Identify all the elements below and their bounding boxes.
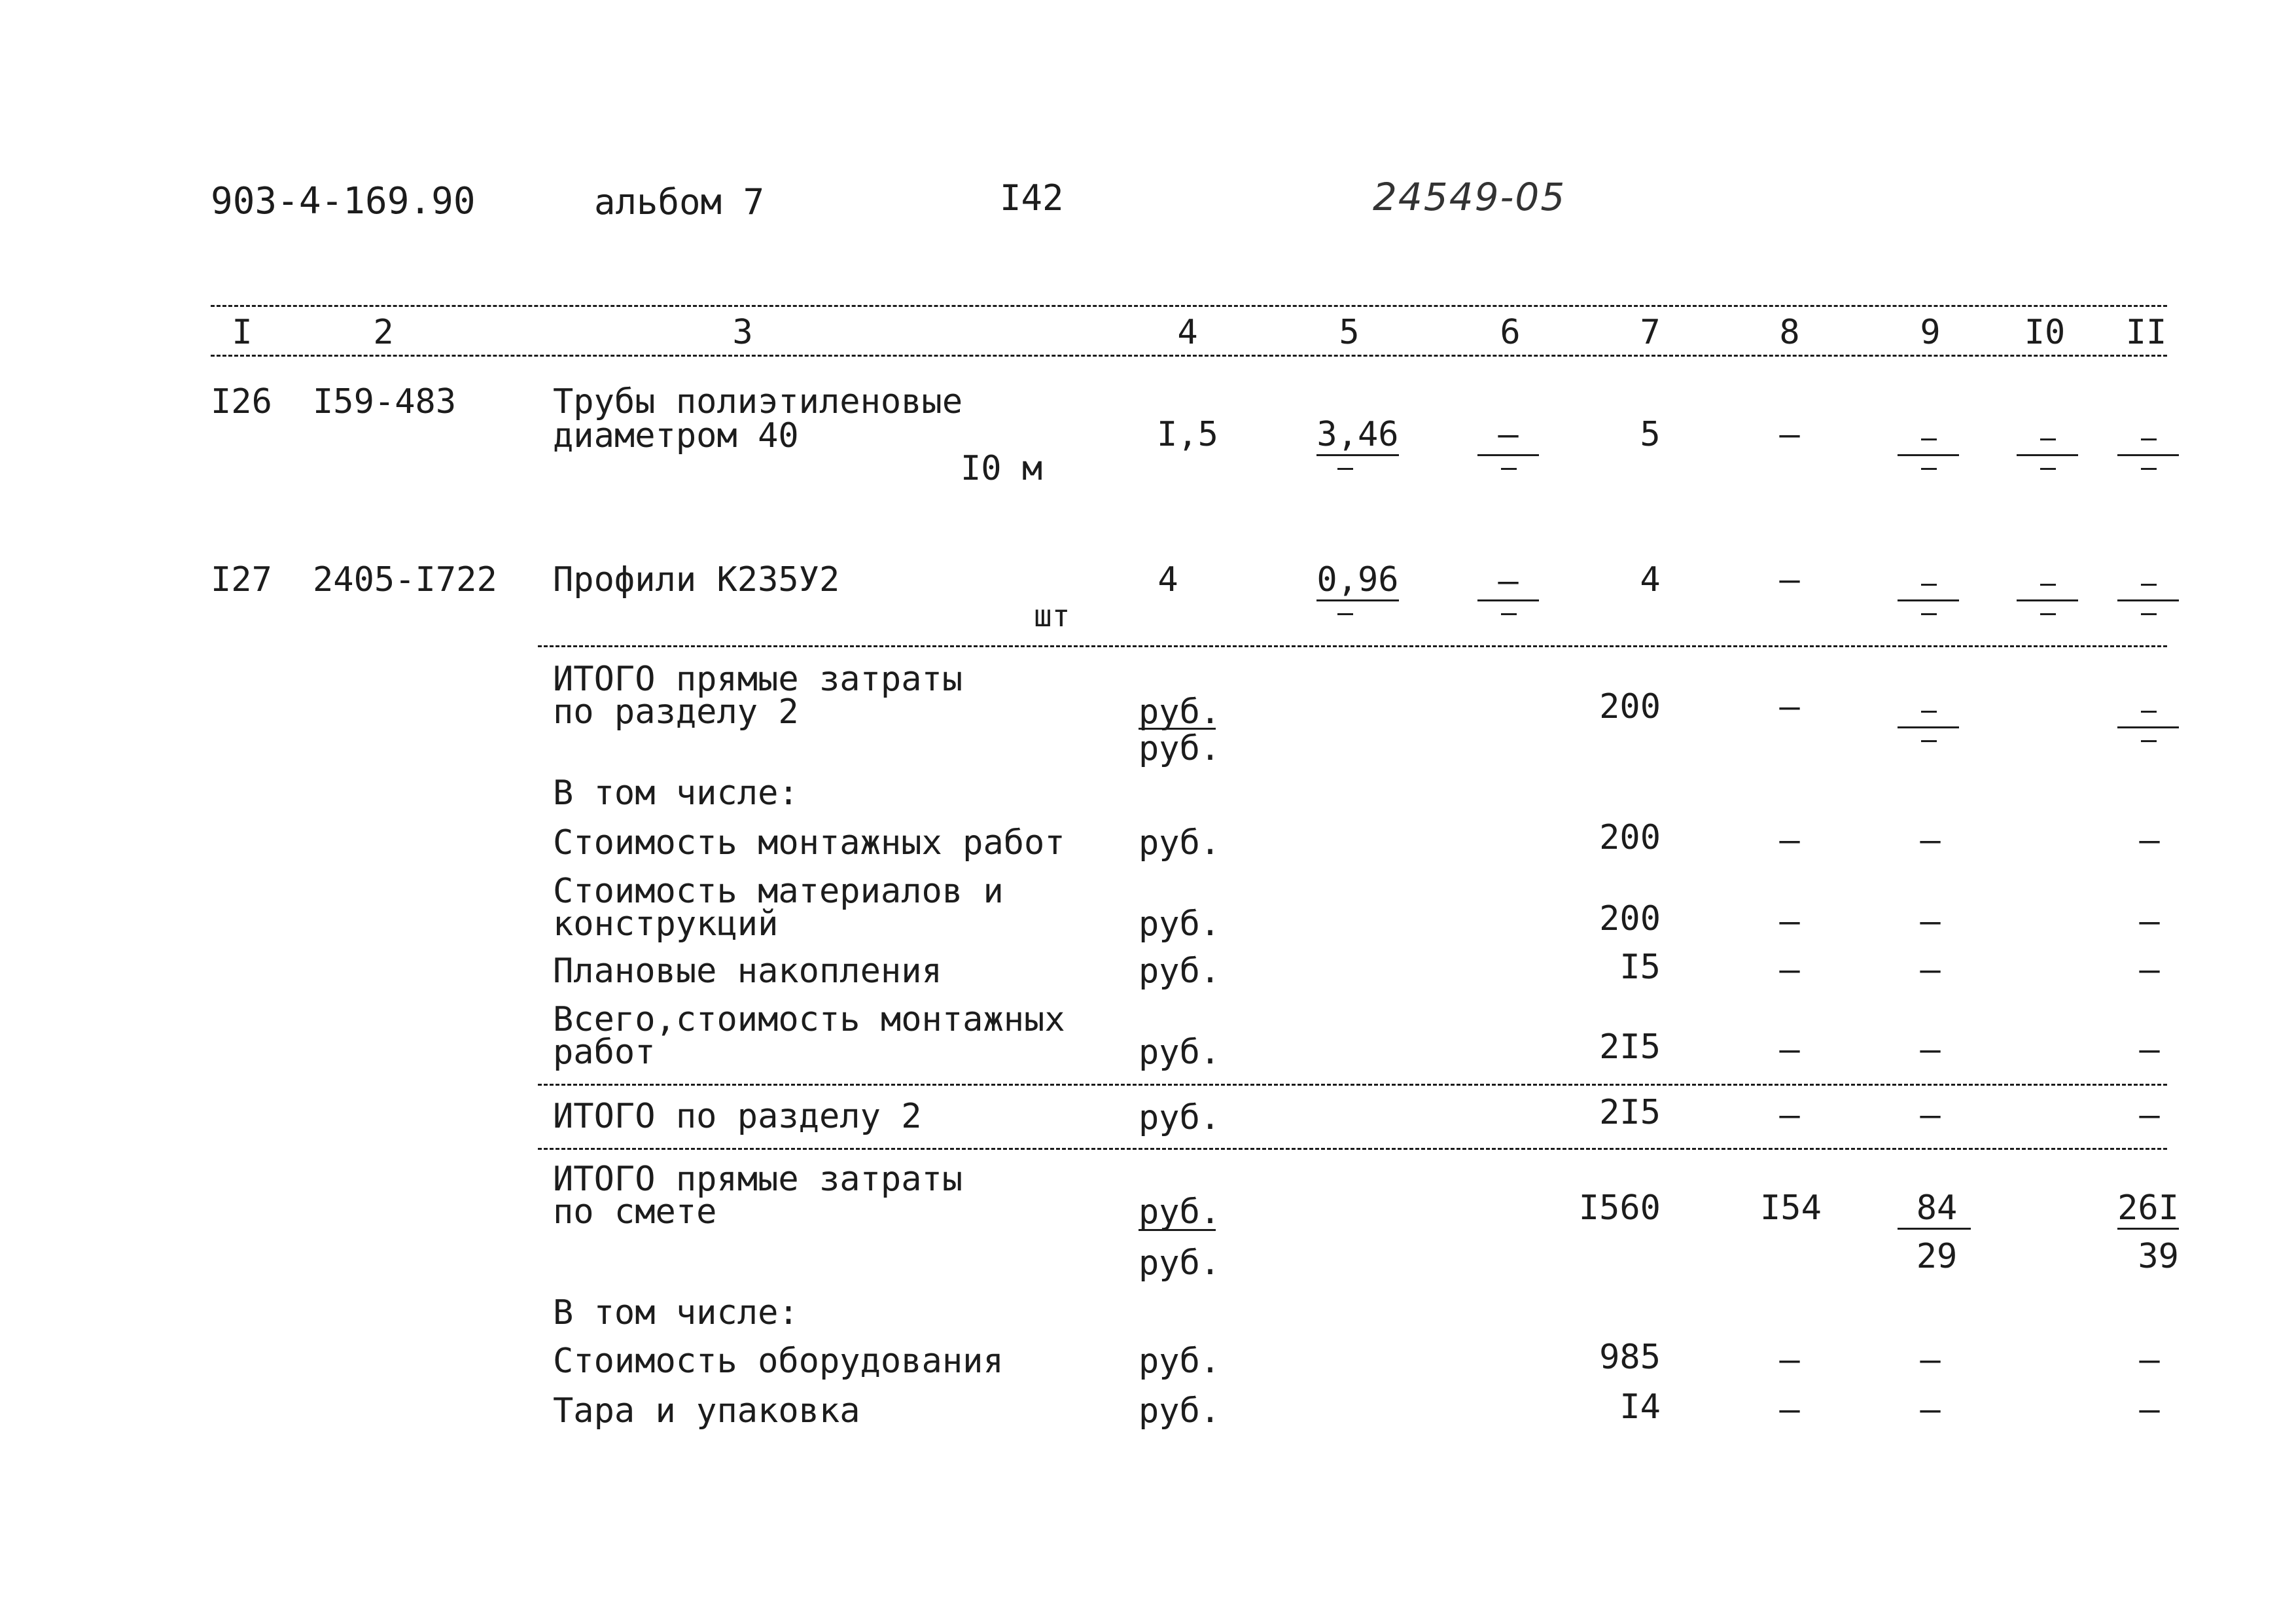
- summary-col9-value: –: [1920, 821, 1941, 860]
- summary-col8-value: –: [1779, 1340, 1800, 1380]
- col11-empty-denominator: [2141, 613, 2157, 615]
- summary-col9-denominator: 29: [1916, 1237, 1958, 1276]
- summary-unit: руб.: [1139, 1342, 1221, 1381]
- row-code: 2405-I722: [313, 560, 497, 599]
- col10-empty-denominator: [2040, 613, 2056, 615]
- row-quantity: 4: [1157, 560, 1178, 599]
- summary-col7-value: 2I5: [1599, 1027, 1661, 1067]
- col11-fraction-bar: [2117, 1228, 2179, 1230]
- summary-col9-numerator: 84: [1916, 1188, 1958, 1228]
- header-top-rule: [211, 305, 2167, 307]
- summary-unit: руб.: [1139, 1098, 1221, 1137]
- col6-fraction-bar: [1477, 454, 1539, 456]
- summary-col7-value: I5: [1619, 948, 1661, 987]
- col6-empty-denominator: [1501, 613, 1517, 615]
- summary-col7-value: I560: [1578, 1188, 1661, 1228]
- summary-label: Плановые накопления: [553, 952, 942, 991]
- summary-label: Стоимость монтажных работ: [553, 823, 1065, 863]
- summary-col11-value: –: [2139, 1340, 2160, 1380]
- col10-empty-numerator: [2040, 438, 2056, 440]
- summary-unit: руб.: [1139, 1033, 1221, 1072]
- section-divider: [538, 1084, 2167, 1086]
- summary-col9-value: –: [1920, 1340, 1941, 1380]
- summary-col7-value: I4: [1619, 1387, 1661, 1427]
- row-unit: шт: [1034, 598, 1070, 633]
- col-header-3: 3: [732, 313, 753, 352]
- summary-label: ИТОГО по разделу 2: [553, 1097, 922, 1136]
- col11-empty-denominator: [2141, 740, 2157, 742]
- summary-col11-value: –: [2139, 1030, 2160, 1069]
- summary-col8-value: –: [1779, 1096, 1800, 1135]
- col-header-5: 5: [1339, 313, 1360, 352]
- summary-unit: руб.: [1139, 1391, 1221, 1431]
- summary-col11-value: –: [2139, 950, 2160, 990]
- summary-col8-value: –: [1779, 687, 1800, 726]
- unit-fraction-bar: [1139, 1229, 1216, 1231]
- summary-unit-bottom: руб.: [1139, 729, 1221, 768]
- section-divider: [538, 645, 2167, 647]
- row-col7-value: 5: [1640, 415, 1661, 454]
- col9-empty-numerator: [1921, 584, 1937, 586]
- summary-label-line1: Стоимость материалов и: [553, 872, 1004, 911]
- summary-unit-top: руб.: [1139, 692, 1221, 732]
- row-name-line1: Профили К235У2: [553, 560, 840, 599]
- summary-col9-value: –: [1920, 1096, 1941, 1135]
- col9-empty-denominator: [1921, 468, 1937, 470]
- summary-label-line1: Всего,стоимость монтажных: [553, 1000, 1065, 1039]
- summary-col8-value: I54: [1760, 1188, 1822, 1228]
- col9-empty-numerator: [1921, 438, 1937, 440]
- summary-label: Стоимость оборудования: [553, 1342, 1004, 1381]
- col11-fraction-bar: [2117, 454, 2179, 456]
- handwritten-doc-number: 24549-05: [1373, 175, 1566, 219]
- col-header-1: I: [232, 313, 253, 352]
- col-header-8: 8: [1779, 313, 1800, 352]
- header-bottom-rule: [211, 355, 2167, 357]
- col11-empty-numerator: [2141, 711, 2157, 713]
- summary-col8-value: –: [1779, 821, 1800, 860]
- summary-col9-value: –: [1920, 1030, 1941, 1069]
- col11-empty-numerator: [2141, 438, 2157, 440]
- summary-col8-value: –: [1779, 950, 1800, 990]
- summary-col7-value: 200: [1599, 818, 1661, 857]
- col10-empty-numerator: [2040, 584, 2056, 586]
- summary-unit: руб.: [1139, 823, 1221, 863]
- summary-col11-value: –: [2139, 1096, 2160, 1135]
- price-fraction-bar: [1316, 454, 1399, 456]
- summary-col11-denominator: 39: [2138, 1237, 2179, 1276]
- summary-col8-value: –: [1779, 902, 1800, 941]
- price-fraction-bar: [1316, 599, 1399, 601]
- row-unit: I0 м: [961, 449, 1043, 488]
- summary-label-line2: по разделу 2: [553, 692, 799, 732]
- col9-fraction-bar: [1898, 1228, 1971, 1230]
- summary-label-line1: ИТОГО прямые затраты: [553, 660, 963, 699]
- col-header-10: I0: [2024, 313, 2066, 352]
- summary-unit: руб.: [1139, 952, 1221, 991]
- summary-label: Тара и упаковка: [553, 1391, 860, 1431]
- col-header-9: 9: [1920, 313, 1941, 352]
- col6-empty-denominator: [1501, 468, 1517, 470]
- col10-fraction-bar: [2017, 454, 2078, 456]
- summary-col7-value: 200: [1599, 687, 1661, 726]
- col10-fraction-bar: [2017, 599, 2078, 601]
- row-col8-value: –: [1779, 415, 1800, 454]
- row-col6-value: –: [1498, 562, 1519, 601]
- summary-col8-value: –: [1779, 1030, 1800, 1069]
- summary-col11-numerator: 26I: [2117, 1188, 2179, 1228]
- summary-col7-value: 200: [1599, 899, 1661, 938]
- col11-empty-numerator: [2141, 584, 2157, 586]
- row-code: I59-483: [313, 382, 457, 421]
- row-col7-value: 4: [1640, 560, 1661, 599]
- col10-empty-denominator: [2040, 468, 2056, 470]
- row-name-line1: Трубы полиэтиленовые: [553, 382, 963, 421]
- col9-fraction-bar: [1898, 599, 1959, 601]
- summary-label-line2: конструкций: [553, 904, 779, 944]
- summary-col11-value: –: [2139, 1390, 2160, 1429]
- summary-col7-value: 2I5: [1599, 1093, 1661, 1132]
- summary-col8-value: –: [1779, 1390, 1800, 1429]
- row-name-line2: диаметром 40: [553, 416, 799, 455]
- col11-empty-denominator: [2141, 468, 2157, 470]
- row-price: 0,96: [1316, 560, 1399, 599]
- summary-unit-top: руб.: [1139, 1192, 1221, 1232]
- summary-col11-value: –: [2139, 902, 2160, 941]
- col9-empty-denominator: [1921, 613, 1937, 615]
- col-header-4: 4: [1177, 313, 1198, 352]
- col-header-6: 6: [1500, 313, 1521, 352]
- summary-unit: руб.: [1139, 904, 1221, 944]
- col11-fraction-bar: [2117, 726, 2179, 728]
- page-number: I42: [1000, 177, 1064, 219]
- col-header-11: II: [2125, 313, 2167, 352]
- col9-empty-numerator: [1921, 711, 1937, 713]
- document-code: 903-4-169.90: [211, 180, 476, 223]
- row-number: I27: [211, 560, 272, 599]
- summary-label-line2: работ: [553, 1033, 656, 1072]
- row-col8-value: –: [1779, 560, 1800, 599]
- row-price: 3,46: [1316, 415, 1399, 454]
- col9-fraction-bar: [1898, 454, 1959, 456]
- row-number: I26: [211, 382, 272, 421]
- section-divider: [538, 1148, 2167, 1150]
- col6-fraction-bar: [1477, 599, 1539, 601]
- col9-fraction-bar: [1898, 726, 1959, 728]
- summary-col9-value: –: [1920, 1390, 1941, 1429]
- summary-col11-value: –: [2139, 821, 2160, 860]
- summary-unit-bottom: руб.: [1139, 1243, 1221, 1283]
- summary-col7-value: 985: [1599, 1338, 1661, 1377]
- col-header-2: 2: [373, 313, 394, 352]
- price-empty-denominator: [1337, 468, 1353, 470]
- including-heading: В том числе:: [553, 774, 799, 813]
- price-empty-denominator: [1337, 613, 1353, 615]
- summary-col9-value: –: [1920, 902, 1941, 941]
- row-col6-value: –: [1498, 415, 1519, 454]
- summary-label-line2: по смете: [553, 1192, 717, 1232]
- col9-empty-denominator: [1921, 740, 1937, 742]
- row-quantity: I,5: [1157, 415, 1218, 454]
- summary-label-line1: ИТОГО прямые затраты: [553, 1160, 963, 1199]
- summary-col9-value: –: [1920, 950, 1941, 990]
- col11-fraction-bar: [2117, 599, 2179, 601]
- including-heading: В том числе:: [553, 1293, 799, 1332]
- col-header-7: 7: [1640, 313, 1661, 352]
- album-label: альбом 7: [594, 181, 765, 223]
